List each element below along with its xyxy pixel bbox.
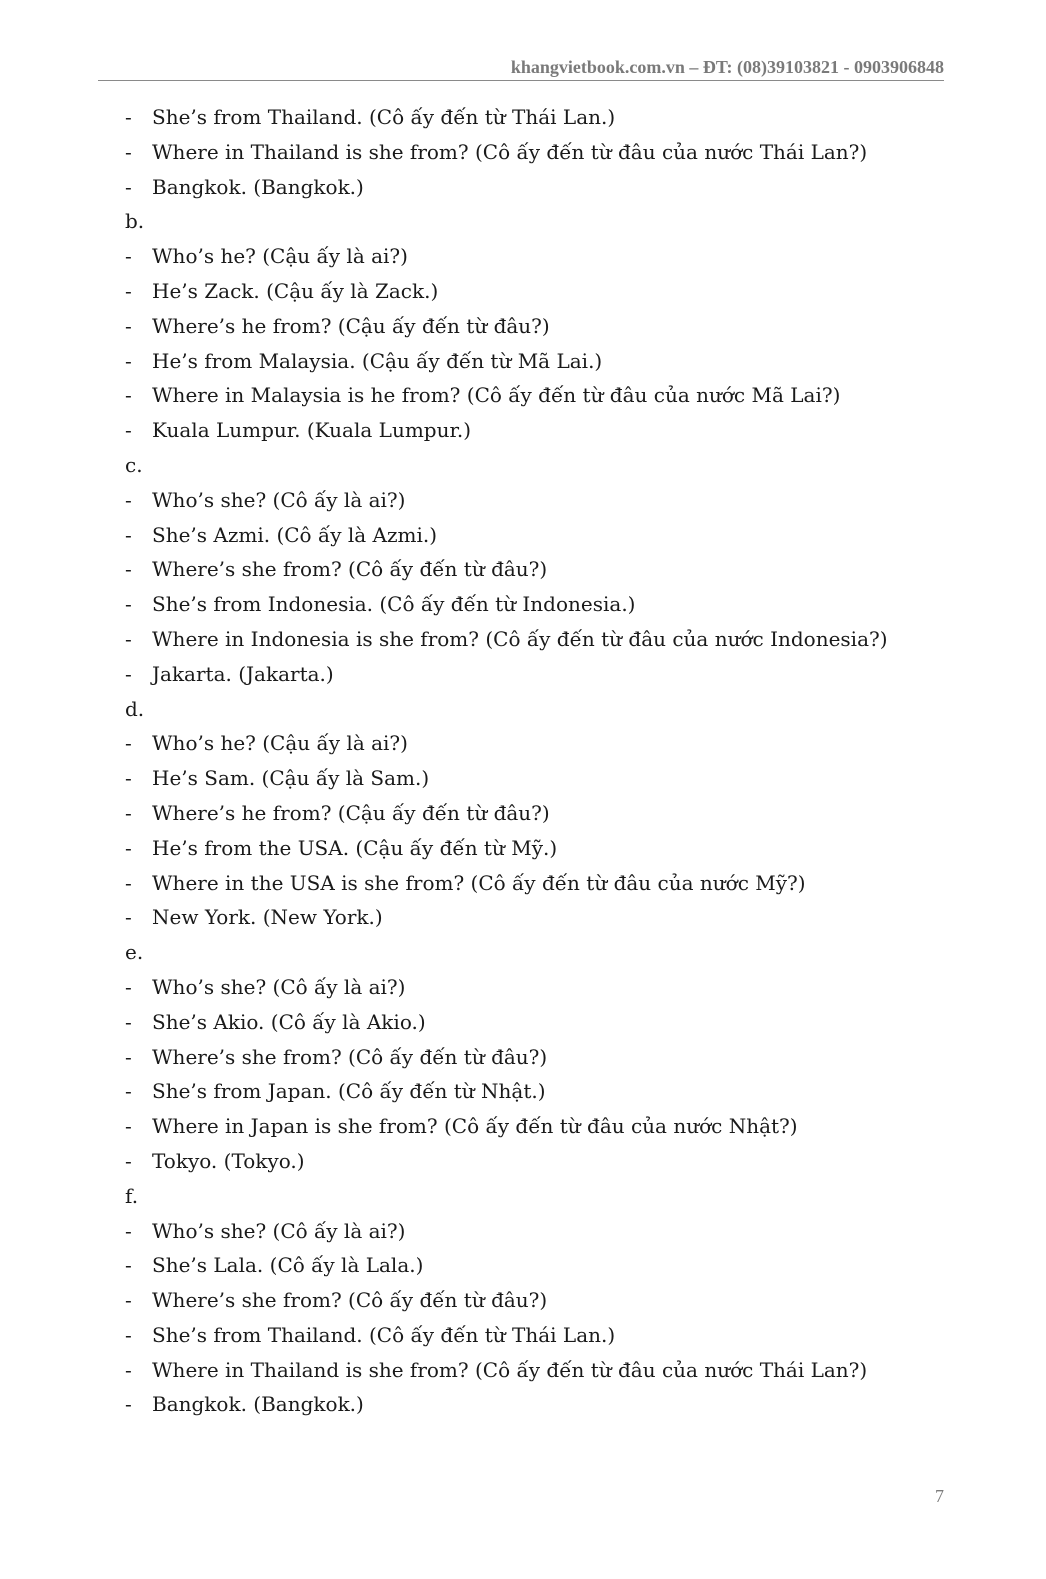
list-dash: -: [125, 244, 132, 269]
dialogue-text: She’s from Japan. (Cô ấy đến từ Nhật.): [152, 1079, 546, 1104]
list-dash: -: [125, 592, 132, 617]
document-body: [0, 100, 1046, 1422]
list-dash: -: [125, 1009, 132, 1034]
list-dash: -: [125, 661, 132, 686]
list-dash: -: [125, 1044, 132, 1069]
dialogue-text: She’s Akio. (Cô ấy là Akio.): [152, 1009, 426, 1034]
dialogue-text: Where in Thailand is she from? (Cô ấy đến từ đâu của nước Thái Lan?): [152, 1357, 868, 1382]
list-dash: -: [125, 974, 132, 999]
page-header: khangvietbook.com.vn – ĐT: (08)39103821 - 0903906848: [510, 57, 944, 77]
dialogue-text: Who’s he? (Cậu ấy là ai?): [152, 244, 408, 269]
dialogue-text: She’s from Thailand. (Cô ấy đến từ Thái Lan.): [152, 1322, 616, 1347]
list-dash: -: [125, 1288, 132, 1313]
dialogue-text: Where in Japan is she from? (Cô ấy đến từ đâu của nước Nhật?): [152, 1114, 798, 1139]
dialogue-line: [0, 587, 1046, 622]
list-dash: -: [125, 1114, 132, 1139]
dialogue-text: Who’s he? (Cậu ấy là ai?): [152, 731, 408, 756]
list-dash: -: [125, 905, 132, 930]
section-label-row: [0, 692, 1046, 727]
dialogue-line: [0, 413, 1046, 448]
dialogue-text: Jakarta. (Jakarta.): [152, 661, 334, 686]
dialogue-text: Who’s she? (Cô ấy là ai?): [152, 487, 406, 512]
dialogue-text: Where’s she from? (Cô ấy đến từ đâu?): [152, 1044, 548, 1069]
dialogue-text: Where’s she from? (Cô ấy đến từ đâu?): [152, 1288, 548, 1313]
dialogue-line: [0, 170, 1046, 205]
section-label: d.: [125, 696, 145, 721]
list-dash: -: [125, 626, 132, 651]
list-dash: -: [125, 1392, 132, 1417]
dialogue-line: [0, 552, 1046, 587]
dialogue-line: [0, 1353, 1046, 1388]
list-dash: -: [125, 313, 132, 338]
header-divider: [98, 80, 944, 81]
dialogue-text: Who’s she? (Cô ấy là ai?): [152, 974, 406, 999]
list-dash: -: [125, 522, 132, 547]
dialogue-text: Where in Thailand is she from? (Cô ấy đến từ đâu của nước Thái Lan?): [152, 139, 868, 164]
dialogue-line: [0, 274, 1046, 309]
list-dash: -: [125, 1322, 132, 1347]
dialogue-line: [0, 657, 1046, 692]
dialogue-text: New York. (New York.): [152, 905, 383, 930]
dialogue-text: She’s from Indonesia. (Cô ấy đến từ Indonesia.): [152, 592, 636, 617]
dialogue-line: [0, 726, 1046, 761]
dialogue-text: She’s Azmi. (Cô ấy là Azmi.): [152, 522, 438, 547]
dialogue-line: [0, 970, 1046, 1005]
dialogue-line: [0, 239, 1046, 274]
section-label: f.: [125, 1183, 139, 1208]
page-number: 7: [935, 1486, 944, 1506]
dialogue-text: Where’s he from? (Cậu ấy đến từ đâu?): [152, 313, 550, 338]
section-label: b.: [125, 209, 145, 234]
dialogue-text: Kuala Lumpur. (Kuala Lumpur.): [152, 418, 471, 443]
section-label-row: [0, 448, 1046, 483]
dialogue-text: She’s Lala. (Cô ấy là Lala.): [152, 1253, 424, 1278]
list-dash: -: [125, 418, 132, 443]
dialogue-text: He’s Zack. (Cậu ấy là Zack.): [152, 278, 439, 303]
dialogue-line: [0, 135, 1046, 170]
section-label: c.: [125, 452, 143, 477]
dialogue-text: He’s Sam. (Cậu ấy là Sam.): [152, 766, 430, 791]
section-label: e.: [125, 940, 144, 965]
dialogue-line: [0, 344, 1046, 379]
list-dash: -: [125, 1148, 132, 1173]
dialogue-line: [0, 1074, 1046, 1109]
dialogue-line: [0, 378, 1046, 413]
list-dash: -: [125, 1079, 132, 1104]
dialogue-text: Where’s he from? (Cậu ấy đến từ đâu?): [152, 800, 550, 825]
dialogue-line: [0, 622, 1046, 657]
dialogue-line: [0, 518, 1046, 553]
dialogue-text: Where in Indonesia is she from? (Cô ấy đến từ đâu của nước Indonesia?): [152, 626, 888, 651]
dialogue-line: [0, 309, 1046, 344]
dialogue-line: [0, 1214, 1046, 1249]
list-dash: -: [125, 278, 132, 303]
dialogue-text: Where’s she from? (Cô ấy đến từ đâu?): [152, 557, 548, 582]
list-dash: -: [125, 835, 132, 860]
dialogue-line: [0, 831, 1046, 866]
list-dash: -: [125, 1218, 132, 1243]
dialogue-line: [0, 1387, 1046, 1422]
dialogue-line: [0, 1040, 1046, 1075]
dialogue-line: [0, 761, 1046, 796]
dialogue-text: Tokyo. (Tokyo.): [152, 1148, 305, 1173]
list-dash: -: [125, 105, 132, 129]
dialogue-text: Who’s she? (Cô ấy là ai?): [152, 1218, 406, 1243]
dialogue-text: She’s from Thailand. (Cô ấy đến từ Thái Lan.): [152, 105, 616, 129]
dialogue-line: [0, 796, 1046, 831]
list-dash: -: [125, 1253, 132, 1278]
dialogue-text: Bangkok. (Bangkok.): [152, 1392, 364, 1417]
dialogue-text: He’s from Malaysia. (Cậu ấy đến từ Mã Lai.): [152, 348, 603, 373]
dialogue-text: Where in the USA is she from? (Cô ấy đến từ đâu của nước Mỹ?): [152, 870, 806, 895]
list-dash: -: [125, 557, 132, 582]
section-label-row: [0, 1179, 1046, 1214]
list-dash: -: [125, 174, 132, 199]
dialogue-line: [0, 1283, 1046, 1318]
section-label-row: [0, 204, 1046, 239]
dialogue-text: Where in Malaysia is he from? (Cô ấy đến từ đâu của nước Mã Lai?): [152, 383, 841, 408]
list-dash: -: [125, 348, 132, 373]
dialogue-line: [0, 1318, 1046, 1353]
list-dash: -: [125, 487, 132, 512]
dialogue-line: [0, 100, 1046, 135]
dialogue-line: [0, 900, 1046, 935]
dialogue-line: [0, 1144, 1046, 1179]
dialogue-line: [0, 483, 1046, 518]
list-dash: -: [125, 1357, 132, 1382]
dialogue-line: [0, 866, 1046, 901]
dialogue-line: [0, 1248, 1046, 1283]
dialogue-line: [0, 1109, 1046, 1144]
section-label-row: [0, 935, 1046, 970]
dialogue-text: Bangkok. (Bangkok.): [152, 174, 364, 199]
list-dash: -: [125, 800, 132, 825]
list-dash: -: [125, 383, 132, 408]
list-dash: -: [125, 870, 132, 895]
list-dash: -: [125, 766, 132, 791]
dialogue-line: [0, 1005, 1046, 1040]
list-dash: -: [125, 731, 132, 756]
dialogue-text: He’s from the USA. (Cậu ấy đến từ Mỹ.): [152, 835, 558, 860]
list-dash: -: [125, 139, 132, 164]
